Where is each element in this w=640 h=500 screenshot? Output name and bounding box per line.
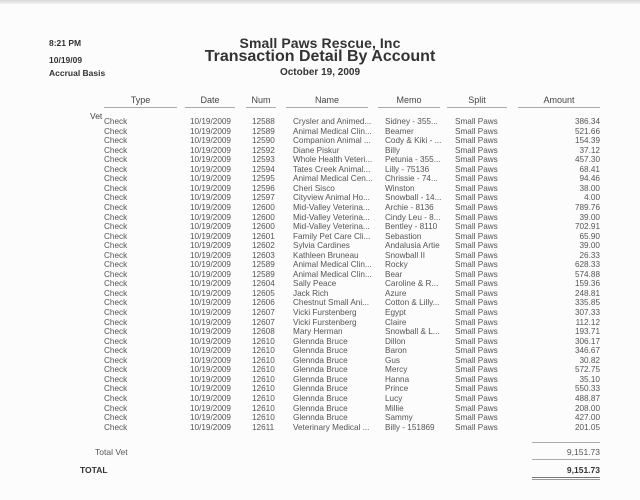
table-row (0, 260, 640, 270)
cell-num: 12588 (252, 117, 275, 126)
cell-num: 12606 (252, 298, 275, 308)
cell-name: Glennda Bruce (293, 365, 348, 375)
cell-name: Diane Piskur (293, 145, 340, 155)
table-row (0, 318, 640, 328)
cell-num: 12610 (252, 365, 275, 375)
cell-split: Small Paws (455, 126, 498, 136)
cell-name: Animal Medical Cen... (293, 174, 373, 184)
report-time: 8:21 PM (49, 38, 82, 48)
cell-name: Vicki Furstenberg (293, 317, 357, 327)
cell-split: Small Paws (455, 317, 498, 327)
cell-memo: Snowball & L... (385, 327, 440, 337)
cell-num: 12611 (252, 422, 275, 432)
cell-num: 12605 (252, 288, 275, 298)
cell-name: Glennda Bruce (293, 355, 348, 365)
cell-date: 10/19/2009 (190, 346, 231, 356)
cell-num: 12601 (252, 231, 275, 241)
cell-split: Small Paws (455, 241, 498, 251)
table-row (0, 423, 640, 433)
cell-memo: Baron (385, 346, 407, 356)
cell-memo: Beamer (385, 126, 414, 136)
cell-amount: 386.34 (574, 117, 600, 126)
cell-memo: Mercy (385, 365, 408, 375)
cell-amount: 335.85 (574, 298, 600, 308)
cell-date: 10/19/2009 (190, 393, 231, 403)
table-row (0, 155, 640, 165)
cell-num: 12592 (252, 145, 275, 155)
cell-type: Check (104, 393, 128, 403)
cell-type: Check (104, 164, 128, 174)
cell-type: Check (104, 355, 128, 365)
table-row (0, 241, 640, 251)
cell-date: 10/19/2009 (190, 250, 231, 260)
cell-type: Check (104, 346, 128, 356)
cell-type: Check (104, 327, 128, 337)
cell-memo: Billy - 151869 (385, 422, 435, 432)
cell-amount: 38.00 (579, 183, 600, 193)
cell-amount: 39.00 (579, 241, 600, 251)
table-row (0, 279, 640, 289)
cell-name: Glennda Bruce (293, 413, 348, 423)
cell-memo: Sidney - 355... (385, 117, 438, 126)
cell-amount: 789.76 (574, 202, 600, 212)
column-header-date: Date (185, 95, 235, 108)
table-row (0, 136, 640, 146)
cell-num: 12603 (252, 250, 275, 260)
subtotal-rule (532, 442, 600, 443)
table-row (0, 413, 640, 423)
cell-num: 12596 (252, 183, 275, 193)
cell-num: 12610 (252, 393, 275, 403)
cell-memo: Lilly - 75136 (385, 164, 430, 174)
cell-name: Sally Peace (293, 279, 337, 289)
cell-name: Kathleen Bruneau (293, 250, 359, 260)
cell-date: 10/19/2009 (190, 336, 231, 346)
cell-split: Small Paws (455, 269, 498, 279)
cell-split: Small Paws (455, 193, 498, 203)
cell-name: Companion Animal ... (293, 136, 371, 146)
cell-date: 10/19/2009 (190, 298, 231, 308)
cell-split: Small Paws (455, 298, 498, 308)
cell-amount: 702.91 (574, 222, 600, 232)
cell-num: 12604 (252, 279, 275, 289)
cell-date: 10/19/2009 (190, 327, 231, 337)
cell-name: Glennda Bruce (293, 403, 348, 413)
column-header-type: Type (104, 95, 177, 108)
cell-num: 12608 (252, 327, 275, 337)
cell-num: 12590 (252, 136, 275, 146)
cell-amount: 457.30 (574, 155, 600, 165)
cell-date: 10/19/2009 (190, 155, 231, 165)
cell-split: Small Paws (455, 260, 498, 270)
cell-name: Animal Medical Clin... (293, 126, 372, 136)
cell-memo: Caroline & R... (385, 279, 439, 289)
cell-date: 10/19/2009 (190, 241, 231, 251)
cell-amount: 39.00 (579, 212, 600, 222)
cell-memo: Prince (385, 384, 409, 394)
cell-split: Small Paws (455, 288, 498, 298)
cell-date: 10/19/2009 (190, 222, 231, 232)
cell-type: Check (104, 241, 128, 251)
table-row (0, 346, 640, 356)
cell-name: Glennda Bruce (293, 384, 348, 394)
cell-type: Check (104, 155, 128, 165)
cell-memo: Bear (385, 269, 403, 279)
cell-num: 12593 (252, 155, 275, 165)
cell-name: Animal Medical Clin... (293, 260, 372, 270)
cell-split: Small Paws (455, 393, 498, 403)
grand-total-double-rule-1 (532, 477, 600, 478)
cell-date: 10/19/2009 (190, 174, 231, 184)
cell-amount: 427.00 (574, 413, 600, 423)
cell-type: Check (104, 365, 128, 375)
cell-amount: 572.75 (574, 365, 600, 375)
cell-name: Veterinary Medical ... (293, 422, 370, 432)
table-row (0, 375, 640, 385)
cell-type: Check (104, 374, 128, 384)
cell-date: 10/19/2009 (190, 126, 231, 136)
cell-name: Vicki Furstenberg (293, 308, 357, 317)
table-row (0, 174, 640, 184)
cell-type: Check (104, 193, 128, 203)
cell-amount: 159.36 (574, 279, 600, 289)
cell-type: Check (104, 403, 128, 413)
cell-date: 10/19/2009 (190, 202, 231, 212)
cell-split: Small Paws (455, 422, 498, 432)
cell-date: 10/19/2009 (190, 355, 231, 365)
cell-num: 12589 (252, 269, 275, 279)
cell-num: 12610 (252, 346, 275, 356)
grand-total-double-rule-2 (532, 479, 600, 480)
cell-date: 10/19/2009 (190, 145, 231, 155)
cell-num: 12597 (252, 193, 275, 203)
cell-memo: Snowball - 14... (385, 193, 442, 203)
cell-num: 12602 (252, 241, 275, 251)
account-section-title: Vet (90, 111, 103, 121)
cell-split: Small Paws (455, 413, 498, 423)
column-header-split: Split (447, 95, 507, 108)
cell-date: 10/19/2009 (190, 231, 231, 241)
cell-date: 10/19/2009 (190, 212, 231, 222)
cell-amount: 193.71 (574, 327, 600, 337)
grand-total-amount: 9,151.73 (566, 465, 600, 475)
cell-name: Mid-Valley Veterina... (293, 202, 370, 212)
table-row (0, 193, 640, 203)
table-row (0, 384, 640, 394)
cell-split: Small Paws (455, 212, 498, 222)
cell-split: Small Paws (455, 164, 498, 174)
cell-type: Check (104, 288, 128, 298)
cell-name: Animal Medical Clin... (293, 269, 372, 279)
cell-memo: Egypt (385, 308, 406, 317)
table-row (0, 365, 640, 375)
cell-date: 10/19/2009 (190, 308, 231, 317)
cell-memo: Cindy Leu - 8... (385, 212, 441, 222)
table-row (0, 146, 640, 156)
cell-memo: Millie (385, 403, 404, 413)
cell-name: Tates Creek Animal... (293, 164, 371, 174)
cell-type: Check (104, 422, 128, 432)
table-row (0, 308, 640, 318)
cell-name: Crysler and Animed... (293, 117, 372, 126)
table-row (0, 404, 640, 414)
table-row (0, 127, 640, 137)
cell-date: 10/19/2009 (190, 403, 231, 413)
cell-split: Small Paws (455, 222, 498, 232)
cell-name: Cityview Animal Ho... (293, 193, 370, 203)
cell-memo: Cotton & Lilly... (385, 298, 440, 308)
cell-amount: 574.88 (574, 269, 600, 279)
table-row (0, 270, 640, 280)
cell-date: 10/19/2009 (190, 136, 231, 146)
table-row (0, 232, 640, 242)
cell-name: Mid-Valley Veterina... (293, 222, 370, 232)
table-row (0, 298, 640, 308)
cell-date: 10/19/2009 (190, 193, 231, 203)
cell-split: Small Paws (455, 155, 498, 165)
cell-type: Check (104, 336, 128, 346)
cell-date: 10/19/2009 (190, 164, 231, 174)
cell-date: 10/19/2009 (190, 269, 231, 279)
column-header-num: Num (246, 95, 276, 108)
cell-name: Glennda Bruce (293, 336, 348, 346)
total-vet-amount: 9,151.73 (566, 447, 600, 457)
cell-memo: Bentley - 8110 (385, 222, 438, 232)
cell-num: 12610 (252, 413, 275, 423)
cell-type: Check (104, 269, 128, 279)
report-print-date: 10/19/09 (49, 55, 83, 65)
report-title: Transaction Detail By Account (204, 48, 436, 65)
table-row (0, 251, 640, 261)
cell-date: 10/19/2009 (190, 183, 231, 193)
cell-split: Small Paws (455, 117, 498, 126)
cell-split: Small Paws (455, 346, 498, 356)
cell-date: 10/19/2009 (190, 422, 231, 432)
cell-split: Small Paws (455, 136, 498, 146)
cell-memo: Dillon (385, 336, 406, 346)
cell-amount: 37.12 (579, 145, 600, 155)
cell-name: Glennda Bruce (293, 374, 348, 384)
company-name: Small Paws Rescue, Inc (239, 35, 401, 51)
cell-amount: 521.66 (574, 126, 600, 136)
cell-memo: Cody & Kiki - ... (385, 136, 442, 146)
cell-amount: 154.39 (574, 136, 600, 146)
cell-type: Check (104, 317, 128, 327)
cell-num: 12610 (252, 403, 275, 413)
cell-type: Check (104, 250, 128, 260)
cell-memo: Snowball II (385, 250, 426, 260)
cell-split: Small Paws (455, 145, 498, 155)
cell-split: Small Paws (455, 374, 498, 384)
cell-split: Small Paws (455, 355, 498, 365)
table-row (0, 117, 640, 127)
cell-split: Small Paws (455, 183, 498, 193)
table-row (0, 394, 640, 404)
cell-amount: 550.33 (574, 384, 600, 394)
cell-split: Small Paws (455, 308, 498, 317)
cell-date: 10/19/2009 (190, 260, 231, 270)
cell-name: Mid-Valley Veterina... (293, 212, 370, 222)
cell-date: 10/19/2009 (190, 317, 231, 327)
cell-name: Glennda Bruce (293, 346, 348, 356)
cell-name: Jack Rich (293, 288, 329, 298)
cell-num: 12610 (252, 355, 275, 365)
cell-type: Check (104, 212, 128, 222)
cell-num: 12589 (252, 126, 275, 136)
cell-name: Mary Herman (293, 327, 343, 337)
cell-date: 10/19/2009 (190, 413, 231, 423)
scan-edge (0, 0, 640, 4)
cell-memo: Petunia - 355... (385, 155, 441, 165)
table-row (0, 184, 640, 194)
cell-type: Check (104, 413, 128, 423)
subtotal-under-rule (532, 459, 600, 460)
cell-type: Check (104, 279, 128, 289)
cell-num: 12600 (252, 222, 275, 232)
cell-amount: 65.90 (579, 231, 600, 241)
cell-split: Small Paws (455, 231, 498, 241)
cell-split: Small Paws (455, 403, 498, 413)
table-row (0, 327, 640, 337)
cell-date: 10/19/2009 (190, 279, 231, 289)
cell-amount: 68.41 (579, 164, 600, 174)
cell-type: Check (104, 260, 128, 270)
cell-name: Cheri Sisco (293, 183, 335, 193)
cell-num: 12610 (252, 336, 275, 346)
cell-num: 12600 (252, 212, 275, 222)
report-basis: Accrual Basis (49, 68, 106, 78)
table-row (0, 337, 640, 347)
cell-memo: Gus (385, 355, 401, 365)
cell-split: Small Paws (455, 250, 498, 260)
cell-memo: Azure (385, 288, 407, 298)
cell-type: Check (104, 145, 128, 155)
cell-num: 12595 (252, 174, 275, 184)
cell-amount: 4.00 (584, 193, 600, 203)
cell-amount: 30.82 (579, 355, 600, 365)
cell-split: Small Paws (455, 365, 498, 375)
cell-memo: Claire (385, 317, 407, 327)
cell-name: Glennda Bruce (293, 393, 348, 403)
report-period: October 19, 2009 (279, 67, 361, 78)
cell-memo: Archie - 8136 (385, 202, 434, 212)
cell-type: Check (104, 384, 128, 394)
total-vet-label: Total Vet (95, 447, 128, 457)
cell-date: 10/19/2009 (190, 117, 231, 126)
cell-name: Whole Health Veteri... (293, 155, 373, 165)
cell-date: 10/19/2009 (190, 365, 231, 375)
cell-amount: 307.33 (574, 308, 600, 317)
cell-type: Check (104, 174, 128, 184)
cell-split: Small Paws (455, 384, 498, 394)
table-row (0, 356, 640, 366)
cell-num: 12607 (252, 317, 275, 327)
cell-memo: Sammy (385, 413, 413, 423)
table-row (0, 222, 640, 232)
cell-split: Small Paws (455, 327, 498, 337)
cell-type: Check (104, 298, 128, 308)
table-row (0, 213, 640, 223)
cell-amount: 248.81 (574, 288, 600, 298)
cell-name: Sylvia Cardines (293, 241, 350, 251)
column-header-amount: Amount (518, 95, 600, 108)
cell-num: 12610 (252, 384, 275, 394)
table-row (0, 289, 640, 299)
column-header-memo: Memo (378, 95, 440, 108)
cell-memo: Winston (385, 183, 415, 193)
cell-amount: 26.33 (579, 250, 600, 260)
cell-memo: Hanna (385, 374, 410, 384)
cell-num: 12610 (252, 374, 275, 384)
cell-amount: 306.17 (574, 336, 600, 346)
cell-amount: 208.00 (574, 403, 600, 413)
cell-type: Check (104, 136, 128, 146)
cell-amount: 94.46 (579, 174, 600, 184)
cell-memo: Billy (385, 145, 401, 155)
table-row (0, 165, 640, 175)
cell-date: 10/19/2009 (190, 288, 231, 298)
cell-type: Check (104, 202, 128, 212)
column-header-name: Name (286, 95, 368, 108)
cell-memo: Lucy (385, 393, 403, 403)
cell-type: Check (104, 308, 128, 317)
cell-memo: Sebastion (385, 231, 422, 241)
table-row (0, 203, 640, 213)
cell-num: 12594 (252, 164, 275, 174)
cell-memo: Rocky (385, 260, 408, 270)
cell-amount: 35.10 (579, 374, 600, 384)
cell-date: 10/19/2009 (190, 384, 231, 394)
cell-name: Family Pet Care Cli... (293, 231, 371, 241)
cell-split: Small Paws (455, 202, 498, 212)
cell-num: 12589 (252, 260, 275, 270)
cell-amount: 201.05 (574, 422, 600, 432)
cell-amount: 628.33 (574, 260, 600, 270)
cell-type: Check (104, 231, 128, 241)
cell-date: 10/19/2009 (190, 374, 231, 384)
cell-memo: Andalusia Artie (385, 241, 440, 251)
grand-total-label: TOTAL (80, 465, 108, 475)
cell-num: 12607 (252, 308, 275, 317)
cell-amount: 112.12 (575, 317, 600, 327)
cell-type: Check (104, 222, 128, 232)
cell-memo: Chrissie - 74... (385, 174, 438, 184)
cell-amount: 488.87 (574, 393, 600, 403)
cell-split: Small Paws (455, 279, 498, 289)
cell-type: Check (104, 126, 128, 136)
cell-num: 12600 (252, 202, 275, 212)
cell-name: Chestnut Small Ani... (293, 298, 369, 308)
cell-split: Small Paws (455, 336, 498, 346)
cell-type: Check (104, 183, 128, 193)
cell-type: Check (104, 117, 128, 126)
cell-split: Small Paws (455, 174, 498, 184)
cell-amount: 346.67 (574, 346, 600, 356)
